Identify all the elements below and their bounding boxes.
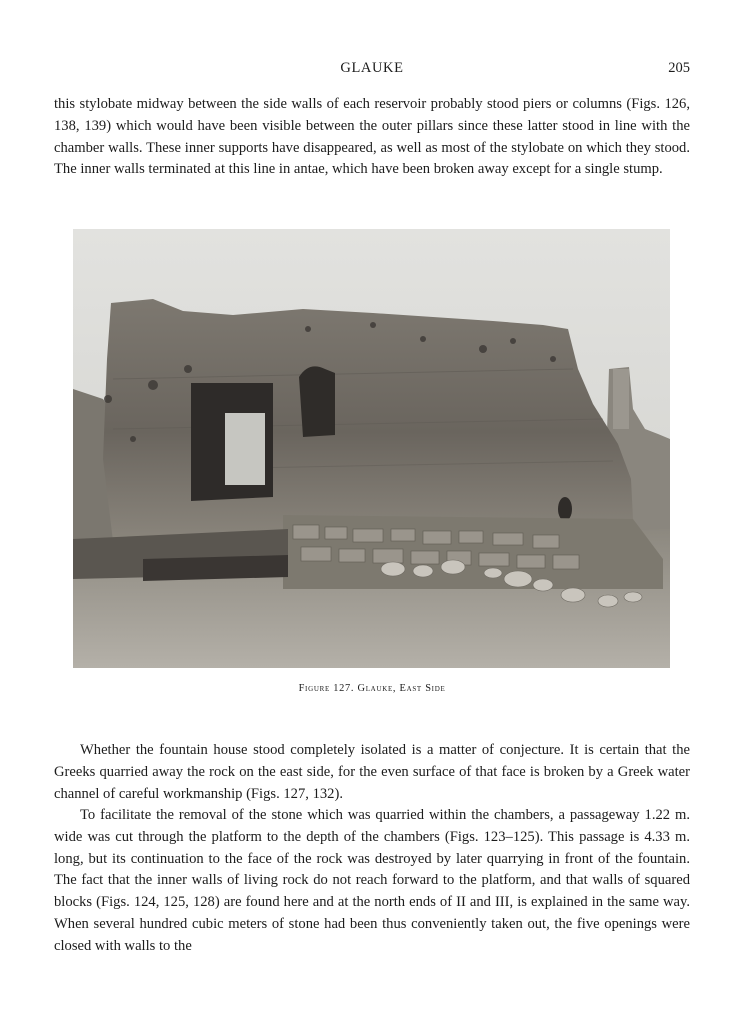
paragraph-1: this stylobate midway between the side walls of each reservoir probably stood piers or columns (Figs. 126, 138, 139) which would have been visible between the outer pillars since these latter stood in line with the chamber walls. These inner supports have disappeared, as well as most of the stylobate on which they stood. The inner walls terminated at this line in antae, which have been broken away except for a single stump.: [54, 96, 690, 178]
niche: [558, 497, 572, 521]
running-title: GLAUKE: [340, 60, 404, 76]
paragraph-2: Whether the fountain house stood completely isolated is a matter of conjecture. It is certain that the Greeks quarried away the rock on the east side, for the even surface of that face is broken by a Greek water channel of careful workmanship (Figs. 127, 132).: [54, 742, 690, 802]
passage-cut: [143, 555, 288, 581]
doorway-light: [225, 413, 265, 485]
figure-photo: [73, 229, 670, 668]
glauke-east-side-photo: [73, 229, 670, 668]
figure-caption: Figure 127. Glauke, East Side: [298, 683, 446, 694]
distant-column: [613, 369, 629, 429]
page-number: 205: [668, 60, 690, 76]
window-opening: [299, 366, 335, 437]
running-head: [54, 60, 690, 82]
paragraph-3: To facilitate the removal of the stone which was quarried within the chambers, a passageway 1.22 m. wide was cut through the platform to the depth of the chambers (Figs. 123–125). This passage is 4.33 m. long, but its continuation to the face of the rock was destroyed by later quarrying in front of the fountain. The fact that the inner walls of living rock do not reach forward to the platform, and that walls of squared blocks (Figs. 124, 125, 128) are found here and at the north ends of II and III, is explained in the same way. When several hundred cubic meters of stone had been thus conveniently taken out, the five openings were closed with walls to the: [54, 807, 690, 954]
